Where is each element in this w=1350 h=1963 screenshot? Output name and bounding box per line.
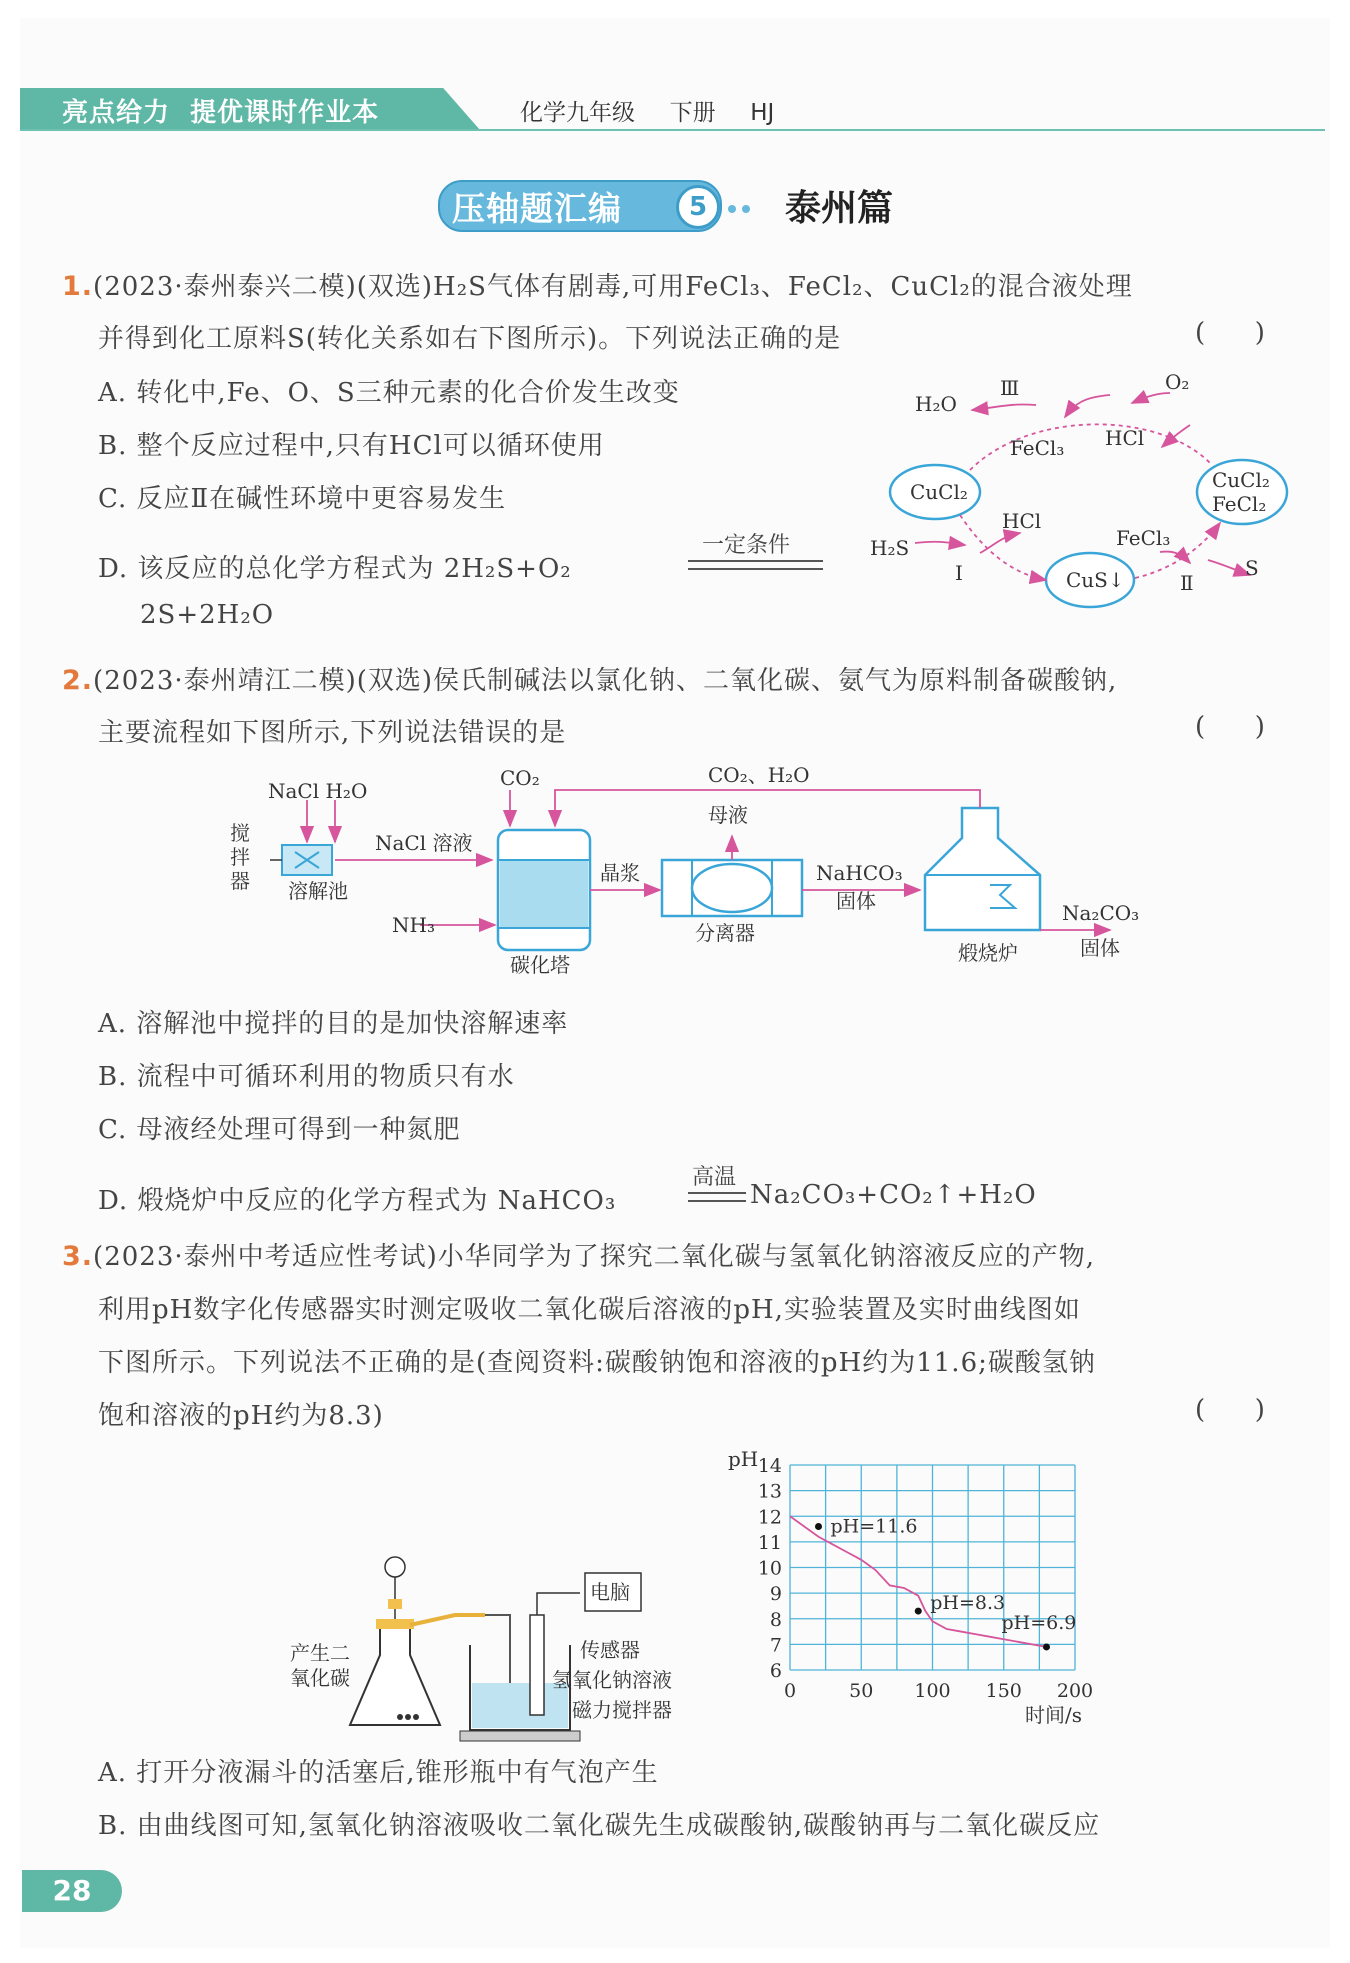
q1-equation-equals <box>688 560 823 570</box>
arrow-hcl-mid <box>980 533 1020 553</box>
header-rule <box>20 129 1325 131</box>
label-s: S <box>1245 556 1259 580</box>
svg-text:器: 器 <box>230 869 250 893</box>
label-roman3: Ⅲ <box>1000 376 1020 400</box>
x-tick-label: 50 <box>849 1680 874 1702</box>
tower-liquid <box>500 860 588 928</box>
q3-apparatus <box>280 1545 730 1745</box>
label-fecl2: FeCl₂ <box>1212 492 1267 516</box>
y-tick-label: 14 <box>757 1455 782 1477</box>
stopcock <box>388 1599 402 1609</box>
y-tick-label: 9 <box>769 1583 782 1606</box>
q1-cycle-diagram <box>860 365 1300 615</box>
label-roman2: Ⅱ <box>1180 571 1194 595</box>
q2-number: 2. <box>62 665 94 696</box>
label-sensor: 传感器 <box>580 1638 640 1662</box>
annotation-point <box>1043 1643 1050 1650</box>
chart-grid <box>790 1465 1075 1670</box>
label-co2: CO₂ <box>500 766 540 790</box>
arrow-h2o <box>972 404 1036 410</box>
q3-answer-blank[interactable]: ( ) <box>1195 1395 1265 1425</box>
magnetic-stirrer-base <box>460 1731 580 1741</box>
x-tick-label: 100 <box>914 1680 951 1702</box>
label-cucl2: CuCl₂ <box>910 480 968 504</box>
q2-equation-equals <box>688 1192 746 1202</box>
delivery-tube-a <box>410 1615 485 1625</box>
section-dots <box>728 198 768 208</box>
label-computer: 电脑 <box>590 1580 630 1604</box>
y-tick-label: 12 <box>757 1506 782 1529</box>
chart-xlabel: 时间/s <box>1025 1703 1083 1727</box>
q2-option-d: D. 煅烧炉中反应的化学方程式为 NaHCO₃ <box>98 1186 617 1216</box>
y-tick-label: 8 <box>769 1608 782 1631</box>
q2-flow-diagram <box>220 760 1180 990</box>
arrow-s <box>1208 560 1250 575</box>
label-co2-h2o: CO₂、H₂O <box>708 763 810 787</box>
label-nacl-solution: NaCl 溶液 <box>375 831 473 855</box>
arrow-o2 <box>1132 393 1170 403</box>
q3-option-b: B. 由曲线图可知,氢氧化钠溶液吸收二氧化碳先生成碳酸钠,碳酸钠再与二氧化碳反应 <box>98 1811 1101 1841</box>
label-co2-source-a: 产生二 <box>290 1641 350 1665</box>
section-title: 压轴题汇编 <box>452 189 622 228</box>
arrow-recycle-co2-h2o <box>555 790 980 826</box>
q1-option-d: D. 该反应的总化学方程式为 2H₂S+O₂ <box>98 554 572 584</box>
svg-text:搅: 搅 <box>230 821 250 845</box>
label-solid2: 固体 <box>1080 936 1120 960</box>
label-h2s: H₂S <box>870 536 910 560</box>
q2-option-c: C. 母液经处理可得到一种氮肥 <box>98 1115 461 1145</box>
y-tick-label: 10 <box>757 1557 782 1580</box>
label-stirrer <box>230 821 250 893</box>
q3-line3: 下图所示。下列说法不正确的是(查阅资料:碳酸钠饱和溶液的pH约为11.6;碳酸氢钠 <box>98 1348 1096 1378</box>
q1-option-a: A. 转化中,Fe、O、S三种元素的化合价发生改变 <box>98 378 680 408</box>
q2-option-a: A. 溶解池中搅拌的目的是加快溶解速率 <box>98 1009 569 1039</box>
label-hcl-top: HCl <box>1105 426 1145 450</box>
y-tick-label: 13 <box>757 1480 782 1503</box>
q2-option-d-products: Na₂CO₃+CO₂↑+H₂O <box>750 1180 1037 1210</box>
label-nh3: NH₃ <box>392 913 435 937</box>
y-tick-label: 6 <box>769 1660 782 1682</box>
ph-sensor <box>530 1615 544 1715</box>
conical-flask <box>350 1625 440 1725</box>
ph-line-chart <box>720 1440 1120 1730</box>
q1-answer-blank[interactable]: ( ) <box>1195 318 1265 348</box>
arrow-h2s <box>915 542 965 545</box>
sensor-cable <box>537 1593 580 1615</box>
label-magnetic-stirrer: 磁力搅拌器 <box>572 1698 672 1722</box>
annotation-label: pH=11.6 <box>830 1515 918 1538</box>
label-roman1: Ⅰ <box>955 561 963 585</box>
q2-line2: 主要流程如下图所示,下列说法错误的是 <box>98 718 567 748</box>
q3-line4: 饱和溶液的pH约为8.3) <box>98 1401 384 1431</box>
section-number: 5 <box>676 185 720 229</box>
q1-line2: 并得到化工原料S(转化关系如右下图所示)。下列说法正确的是 <box>98 324 842 354</box>
q1-option-c: C. 反应Ⅱ在碱性环境中更容易发生 <box>98 484 507 514</box>
label-carbonation-tower: 碳化塔 <box>510 953 570 977</box>
arrow-fecl3-mid <box>1160 552 1190 563</box>
label-cucl2-b: CuCl₂ <box>1212 468 1270 492</box>
x-tick-label: 0 <box>783 1680 797 1702</box>
label-cus: CuS↓ <box>1066 568 1125 592</box>
annotation-label: pH=6.9 <box>1001 1611 1077 1634</box>
label-furnace: 煅烧炉 <box>958 941 1018 965</box>
label-o2: O₂ <box>1165 370 1190 394</box>
q3-line2: 利用pH数字化传感器实时测定吸收二氧化碳后溶液的pH,实验装置及实时曲线图如 <box>98 1295 1081 1325</box>
page-number: 28 <box>22 1870 122 1912</box>
label-naoh-solution: 氢氧化钠溶液 <box>552 1668 672 1692</box>
label-co2-source-b: 氧化碳 <box>290 1666 350 1690</box>
annotation-point <box>815 1523 822 1530</box>
label-nahco3: NaHCO₃ <box>816 861 903 885</box>
separator-drum <box>692 864 772 912</box>
svg-text:拌: 拌 <box>230 845 250 869</box>
q3-number: 3. <box>62 1241 94 1272</box>
annotation-label: pH=8.3 <box>930 1592 1006 1615</box>
q1-line1: 1.(2023·泰州泰兴二模)(双选)H₂S气体有剧毒,可用FeCl₃、FeCl₂、CuCl₂的混合液处理 <box>62 271 1133 302</box>
funnel-bulb <box>385 1557 405 1577</box>
label-solid1: 固体 <box>836 889 876 913</box>
series-title: 亮点给力 提优课时作业本 <box>62 98 380 128</box>
label-fecl3-mid: FeCl₃ <box>1116 526 1171 550</box>
label-hcl-mid: HCl <box>1002 509 1042 533</box>
x-tick-label: 150 <box>985 1680 1022 1702</box>
label-h2o: H₂O <box>915 392 957 416</box>
q3-option-a: A. 打开分液漏斗的活塞后,锥形瓶中有气泡产生 <box>98 1758 659 1788</box>
flask-stopper <box>376 1619 414 1629</box>
chart-annotations <box>815 1516 1076 1651</box>
label-mother-liquor: 母液 <box>708 803 748 827</box>
section-subtitle: 泰州篇 <box>785 187 894 229</box>
label-nacl-h2o: NaCl H₂O <box>268 779 368 803</box>
x-tick-label: 200 <box>1056 1680 1094 1702</box>
arrow-fecl3-top <box>1065 395 1110 417</box>
q2-line1: 2.(2023·泰州靖江二模)(双选)侯氏制碱法以氯化钠、二氧化碳、氨气为原料制备碳酸钠, <box>62 665 1118 696</box>
label-slurry: 晶浆 <box>600 861 640 885</box>
y-tick-label: 11 <box>757 1531 782 1554</box>
chart-ylabel: pH <box>728 1447 759 1471</box>
q1-option-d-products: 2S+2H₂O <box>140 600 275 630</box>
label-fecl3-top: FeCl₃ <box>1010 436 1065 460</box>
q1-number: 1. <box>62 271 94 302</box>
label-separator: 分离器 <box>695 921 755 945</box>
q2-answer-blank[interactable]: ( ) <box>1195 712 1265 742</box>
label-na2co3: Na₂CO₃ <box>1062 901 1140 925</box>
book-info: 化学九年级 下册 HJ <box>520 100 775 126</box>
q1-option-b: B. 整个反应过程中,只有HCl可以循环使用 <box>98 431 605 461</box>
calcining-furnace <box>925 808 1040 930</box>
annotation-point <box>915 1608 922 1615</box>
chart-ticks <box>758 1455 1093 1702</box>
cycle-arc-top <box>970 424 1212 470</box>
q2-equation-condition: 高温 <box>692 1165 737 1190</box>
q1-equation-condition: 一定条件 <box>702 533 791 558</box>
q2-option-b: B. 流程中可循环利用的物质只有水 <box>98 1062 515 1092</box>
label-dissolve-pool: 溶解池 <box>288 879 348 903</box>
q3-line1: 3.(2023·泰州中考适应性考试)小华同学为了探究二氧化碳与氢氧化钠溶液反应的产物, <box>62 1241 1096 1272</box>
y-tick-label: 7 <box>769 1634 782 1657</box>
